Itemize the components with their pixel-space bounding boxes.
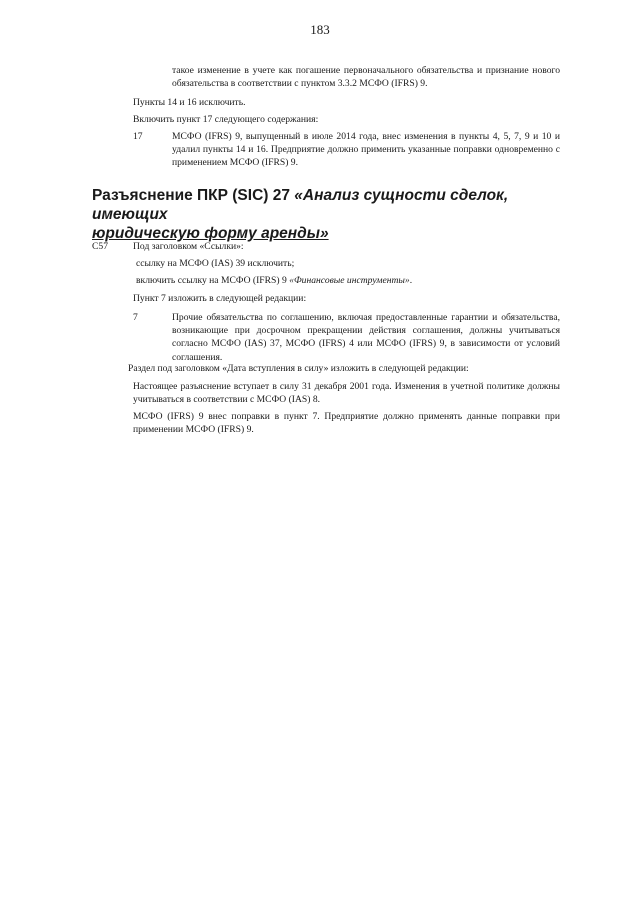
paragraph-7-intro: Пункт 7 изложить в следующей редакции: — [133, 293, 307, 304]
include-paragraph-intro: Включить пункт 17 следующего содержания: — [133, 114, 319, 125]
paragraph-17-number: 17 — [133, 131, 143, 142]
effective-date-paragraph-1: Настоящее разъяснение вступает в силу 31 декабря 2001 года. Изменения в учетной политике должны учитываться в соответствии с МСФО (IAS) 8. — [133, 381, 560, 406]
references-add-suffix: . — [409, 275, 413, 286]
effective-date-intro: Раздел под заголовком «Дата вступления в силу» изложить в следующей редакции: — [128, 363, 469, 374]
references-heading: Под заголовком «Ссылки»: — [133, 241, 244, 252]
exclude-paragraphs-text: Пункты 14 и 16 исключить. — [133, 97, 246, 108]
references-add-prefix: включить ссылку на МСФО (IFRS) 9 — [136, 275, 290, 286]
references-add-item — [136, 274, 556, 287]
heading-title: Разъяснение ПКР (SIC) 27 — [92, 187, 295, 204]
section-heading — [92, 186, 562, 243]
paragraph-17-text: МСФО (IFRS) 9, выпущенный в июле 2014 года, внес изменения в пункты 4, 5, 7, 9 и 10 и удалил пункты 14 и 16. Предприятие должно применить указанные поправки одновременно с применением МСФО (IFRS) 9. — [172, 131, 560, 169]
heading-subtitle-line2: юридическую форму аренды» — [92, 225, 329, 242]
references-remove-item: ссылку на МСФО (IAS) 39 исключить; — [136, 258, 295, 269]
paragraph-7-text: Прочие обязательства по соглашению, включая предоставленные гарантии и обязательства, возникающие при досрочном прекращении действия соглашения, должны учитываться согласно МСФО (IAS) 37, МСФО (IFRS) 4 или МСФО (IFRS) 9, в зависимости от условий соглашения. — [172, 312, 560, 363]
continuation-paragraph: такое изменение в учете как погашение первоначального обязательства и признание нового обязательства в соответствии с пунктом 3.3.2 МСФО (IFRS) 9. — [172, 65, 560, 90]
paragraph-7-number: 7 — [133, 312, 138, 323]
section-code: C57 — [92, 241, 108, 252]
page-number: 183 — [310, 22, 330, 37]
heading-subtitle-line1: «Анализ сущности сделок, имеющих — [92, 187, 509, 223]
references-add-title: «Финансовые инструменты» — [289, 275, 410, 286]
effective-date-paragraph-2: МСФО (IFRS) 9 внес поправки в пункт 7. Предприятие должно применять данные поправки при применении МСФО (IFRS) 9. — [133, 411, 560, 436]
